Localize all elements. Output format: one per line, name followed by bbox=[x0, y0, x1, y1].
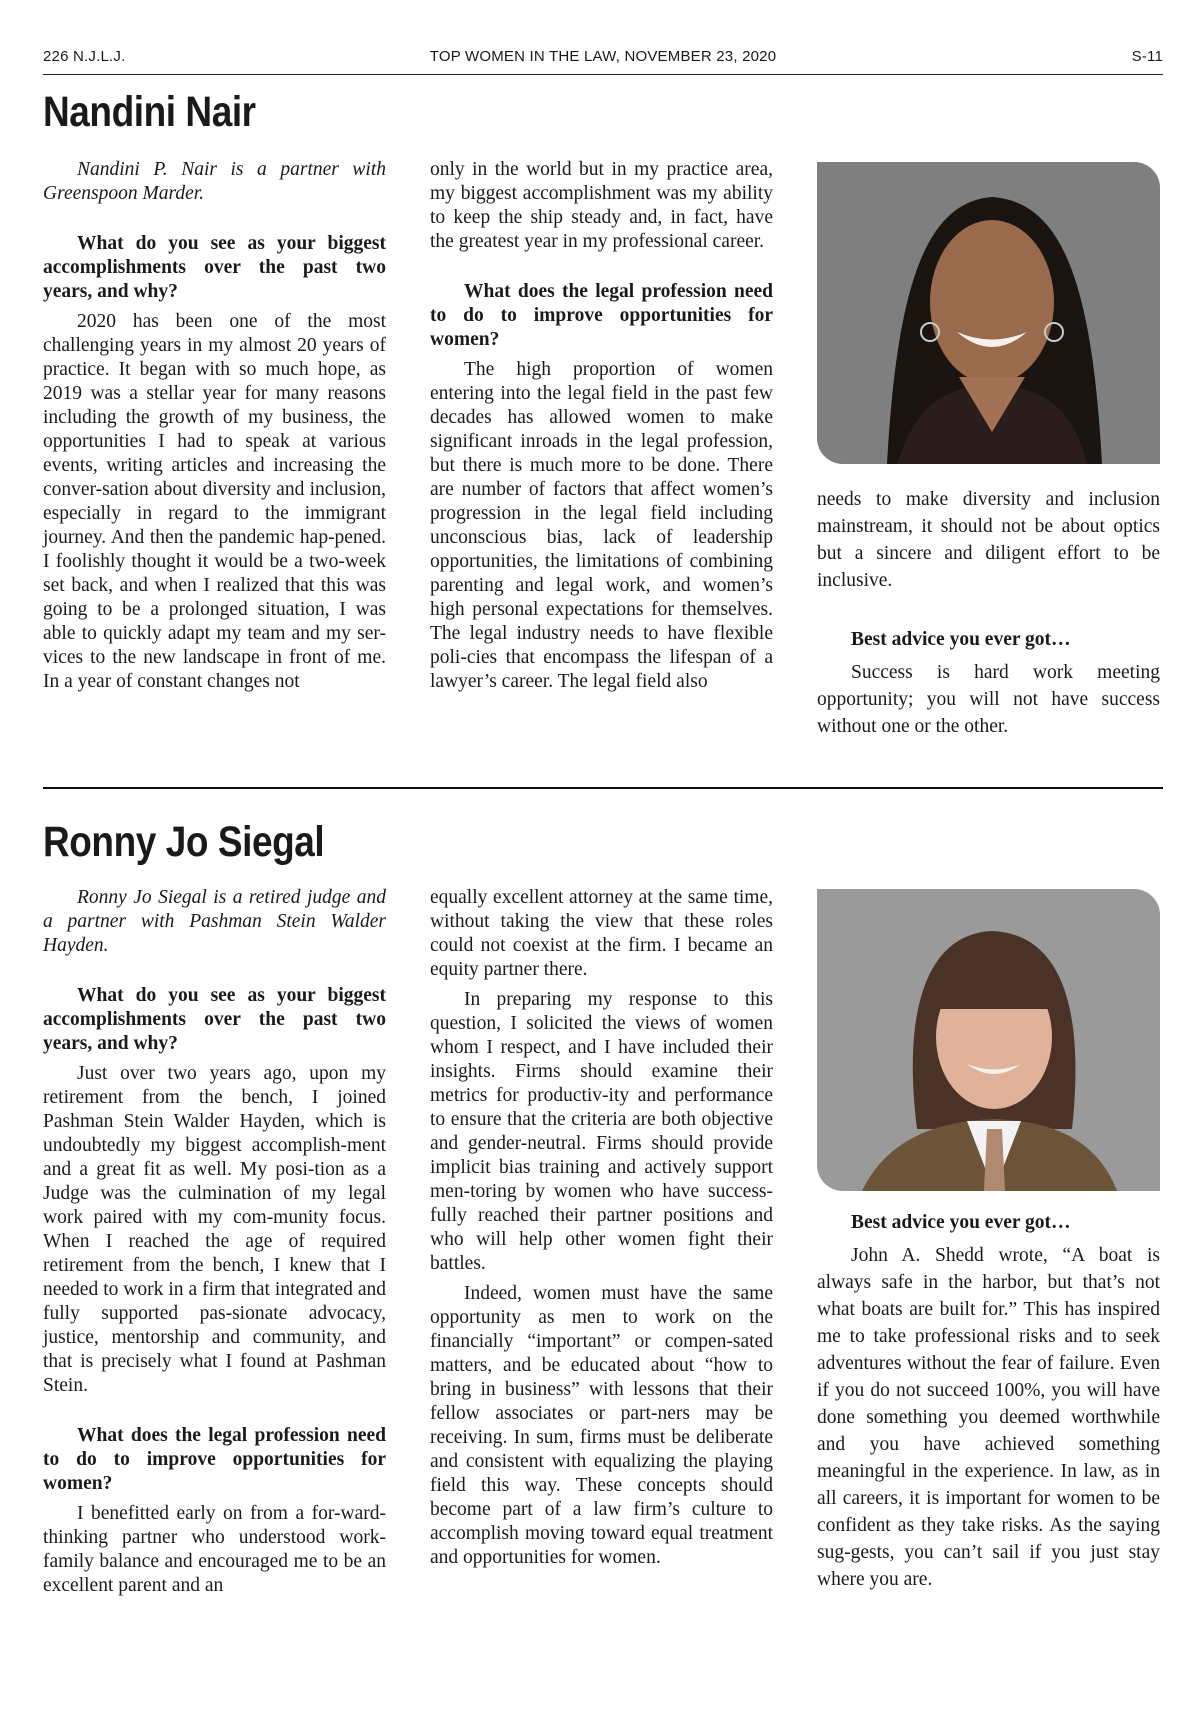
header-page-number: S-11 bbox=[1131, 48, 1163, 65]
profile1-answer-accomplishments-part1: 2020 has been one of the most challenging years in my almost 20 years of practice. It began with so much hope, as 2019 was a stellar year for many reasons including the growth of my business, the opportunities I had to speak at various events, writing articles and increasing the conver-sation about diversity and inclusion, especially in regard to the immigrant journey. And then the pandemic hap-pened. I foolishly thought it would be a two-week set back, and when I realized that this was going to be a prolonged situation, I was able to quickly adapt my team and my ser-vices to the new landscape in front of me. In a year of constant changes not bbox=[43, 311, 386, 692]
profile1-intro: Nandini P. Nair is a partner with Greenspoon Marder. bbox=[43, 159, 386, 204]
header-publication-title: TOP WOMEN IN THE LAW, NOVEMBER 23, 2020 bbox=[429, 48, 777, 65]
profile2-answer-opportunities-part1: I benefitted early on from a for-ward-thinking partner who understood work-family balance and encouraged me to be an excellent parent and an bbox=[43, 1503, 386, 1596]
profile-name-nandini: Nandini Nair bbox=[43, 88, 256, 136]
profile1-column-1 bbox=[43, 158, 386, 694]
profile2-answer-opportunities-part2: equally excellent attorney at the same time, without taking the view that these roles could not coexist at the firm. I became an equity partner there. bbox=[430, 887, 773, 980]
profile1-question-accomplishments: What do you see as your biggest accomplishments over the past two years, and why? bbox=[43, 233, 386, 302]
profile2-answer-best-advice: John A. Shedd wrote, “A boat is always safe in the harbor, but that’s not what boats are built for.” This has inspired me to take professional risks and to seek adventures without the fear of failure. Even if you do not succeed 100%, you will have done something you deemed worthwhile and you have achieved something meaningful in the experience. In law, as in all careers, it is important for women to be confident as they take risks. As the saying sug-gests, you can’t sail if you just stay where you are. bbox=[817, 1245, 1160, 1590]
profile2-answer-accomplishments: Just over two years ago, upon my retirement from the bench, I joined Pashman Stein Walder Hayden, which is undoubtedly my biggest accomplish-ment and a great fit as well. My posi-tion as a Judge was the culmination of my legal work paired with my com-munity focus. When I reached the age of required retirement from the bench, I knew that I needed to work in a firm that integrated and fully supported pas-sionate advocacy, justice, mentorship and community, and that is precisely what I found at Pashman Stein. bbox=[43, 1063, 386, 1396]
profile1-answer-accomplishments-part2: only in the world but in my practice area, my biggest accomplishment was my ability to keep the ship steady and, in fact, have the greatest year in my professional career. bbox=[430, 159, 773, 252]
profile1-answer-best-advice: Success is hard work meeting opportunity; you will not have success without one or the other. bbox=[817, 662, 1160, 737]
profile2-column-3 bbox=[817, 1209, 1160, 1593]
profile2-column-1 bbox=[43, 886, 386, 1598]
header-page-ref: 226 N.J.L.J. bbox=[43, 48, 126, 65]
profile2-answer-opportunities-paragraph3: Indeed, women must have the same opportunity as men to work on the financially “important” or compen-sated matters, and be educated about “how to bring in business” with lessons that their fellow associates or part-ners may be receiving. In sum, firms must be deliberate and consistent with equalizing the playing field this way. These concepts should become part of a law firm’s culture to accomplish moving toward equal treatment and opportunities for women. bbox=[430, 1283, 773, 1568]
profile2-column-2 bbox=[430, 886, 773, 1570]
profile2-answer-opportunities-paragraph2: In preparing my response to this question, I solicited the views of women whom I respect, and I have included their insights. Firms should examine their metrics for productiv-ity and performance to ensure that the criteria are both objective and gender-neutral. Firms should provide implicit bias training and actively support men-toring by women who have success-fully reached their partner positions and who will help other women fight their battles. bbox=[430, 989, 773, 1274]
profile2-intro: Ronny Jo Siegal is a retired judge and a partner with Pashman Stein Walder Hayden. bbox=[43, 887, 386, 956]
profile-name-ronny-jo-siegal: Ronny Jo Siegal bbox=[43, 818, 325, 866]
profile1-answer-opportunities-part2: needs to make diversity and inclusion mainstream, it should not be about optics but a sincere and diligent effort to be inclusive. bbox=[817, 489, 1160, 591]
profile1-question-best-advice: Best advice you ever got… bbox=[851, 629, 1071, 650]
profile2-question-best-advice: Best advice you ever got… bbox=[851, 1212, 1071, 1233]
profile1-question-opportunities: What does the legal profession need to do to improve opportunities for women? bbox=[430, 281, 773, 350]
profile2-question-opportunities: What does the legal profession need to do to improve opportunities for women? bbox=[43, 1425, 386, 1494]
profile1-column-3 bbox=[817, 486, 1160, 740]
profile1-column-2 bbox=[430, 158, 773, 694]
portrait-photo-nandini-nair bbox=[817, 162, 1160, 464]
profile1-answer-opportunities-part1: The high proportion of women entering into the legal field in the past few decades has allowed women to make significant inroads in the legal profession, but there is much more to be done. There are number of factors that affect women’s progression in the legal field including unconscious bias, lack of leadership opportunities, the limitations of combining parenting and legal work, and women’s high personal expectations for themselves. The legal industry needs to have flexible poli-cies that encompass the lifespan of a lawyer’s career. The legal field also bbox=[430, 359, 773, 692]
section-divider bbox=[43, 787, 1163, 789]
page-header bbox=[43, 48, 1163, 75]
profile2-question-accomplishments: What do you see as your biggest accomplishments over the past two years, and why? bbox=[43, 985, 386, 1054]
portrait-photo-ronny-jo-siegal bbox=[817, 889, 1160, 1191]
